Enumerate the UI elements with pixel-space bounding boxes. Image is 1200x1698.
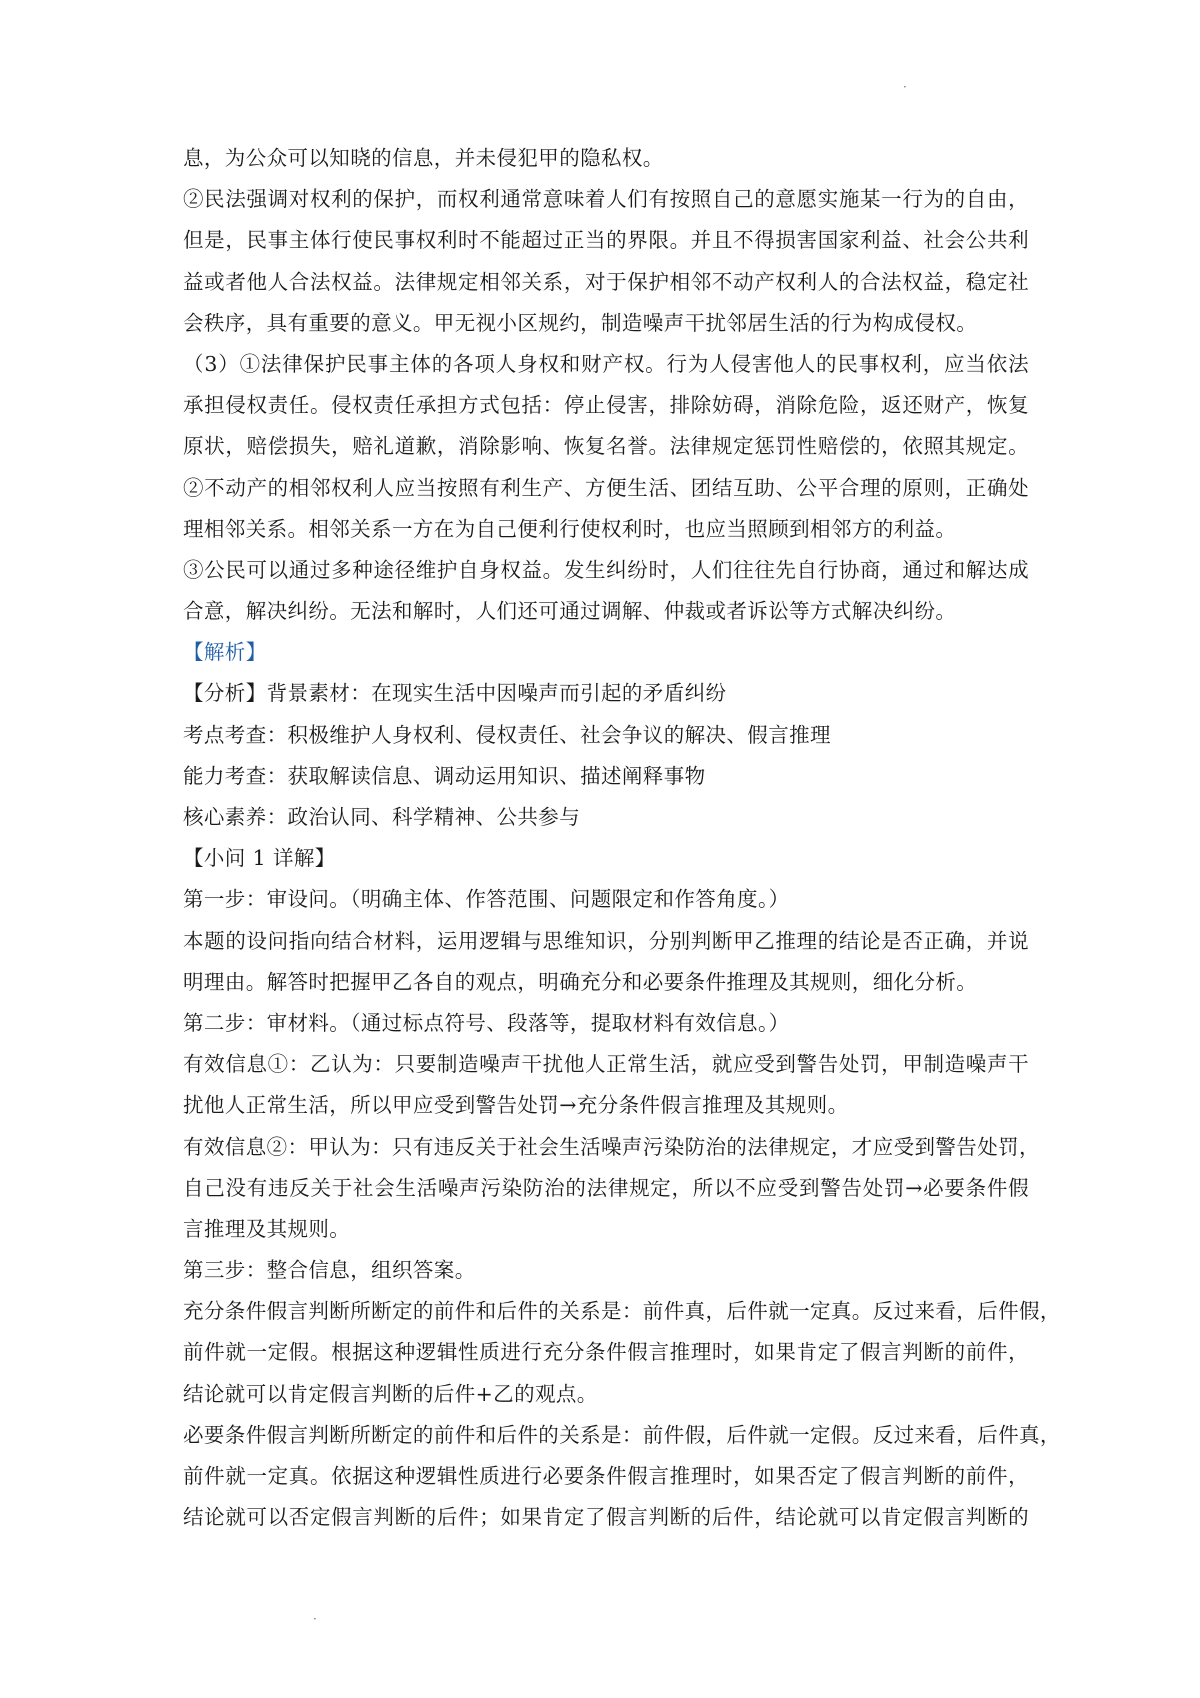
text-line: 前件就一定假。根据这种逻辑性质进行充分条件假言推理时，如果肯定了假言判断的前件， — [183, 1340, 1029, 1365]
text-line: 扰他人正常生活，所以甲应受到警告处罚→充分条件假言推理及其规则。 — [183, 1093, 849, 1118]
text-line: 结论就可以否定假言判断的后件；如果肯定了假言判断的后件，结论就可以肯定假言判断的 — [183, 1505, 1029, 1530]
text-line: 充分条件假言判断所断定的前件和后件的关系是：前件真，后件就一定真。反过来看，后件假， — [183, 1299, 1061, 1324]
text-line: 息，为公众可以知晓的信息，并未侵犯甲的隐私权。 — [183, 146, 664, 170]
text-line: 【分析】背景素材：在现实生活中因噪声而引起的矛盾纠纷 — [183, 681, 727, 706]
document-body — [183, 138, 1061, 1538]
text-line: （3）①法律保护民事主体的各项人身权和财产权。行为人侵害他人的民事权利，应当依法 — [183, 351, 1029, 376]
text-line: 第二步：审材料。（通过标点符号、段落等，提取材料有效信息。） — [183, 1010, 790, 1035]
text-line: 有效信息①：乙认为：只要制造噪声干扰他人正常生活，就应受到警告处罚，甲制造噪声干 — [183, 1052, 1029, 1077]
text-line: ③公民可以通过多种途径维护自身权益。发生纠纷时，人们往往先自行协商，通过和解达成 — [183, 557, 1029, 582]
text-line: 会秩序，具有重要的意义。甲无视小区规约，制造噪声干扰邻居生活的行为构成侵权。 — [183, 310, 978, 335]
footer-mark: · — [313, 1612, 317, 1626]
text-line: 言推理及其规则。 — [183, 1216, 351, 1241]
text-line: 明理由。解答时把握甲乙各自的观点，明确充分和必要条件推理及其规则，细化分析。 — [183, 969, 978, 994]
text-line: 合意，解决纠纷。无法和解时，人们还可通过调解、仲裁或者诉讼等方式解决纠纷。 — [183, 599, 957, 624]
text-line: 理相邻关系。相邻关系一方在为自己便利行使权利时，也应当照顾到相邻方的利益。 — [183, 516, 957, 541]
text-line: 承担侵权责任。侵权责任承担方式包括：停止侵害，排除妨碍，消除危险，返还财产，恢复 — [183, 393, 1029, 418]
text-line: 必要条件假言判断所断定的前件和后件的关系是：前件假，后件就一定假。反过来看，后件真， — [183, 1422, 1061, 1447]
text-line: 但是，民事主体行使民事权利时不能超过正当的界限。并且不得损害国家利益、社会公共利 — [183, 228, 1029, 253]
text-line: 益或者他人合法权益。法律规定相邻关系，对于保护相邻不动产权利人的合法权益，稳定社 — [183, 269, 1029, 294]
text-line: 有效信息②：甲认为：只有违反关于社会生活噪声污染防治的法律规定，才应受到警告处罚， — [183, 1134, 1040, 1159]
text-line: ②不动产的相邻权利人应当按照有利生产、方便生活、团结互助、公平合理的原则，正确处 — [183, 475, 1029, 500]
text-line: 【小问 1 详解】 — [183, 846, 336, 871]
header-mark: · — [903, 80, 907, 94]
text-line: ②民法强调对权利的保护，而权利通常意味着人们有按照自己的意愿实施某一行为的自由， — [183, 187, 1029, 212]
text-line: 结论就可以肯定假言判断的后件+乙的观点。 — [183, 1381, 598, 1406]
text-line: 本题的设问指向结合材料，运用逻辑与思维知识，分别判断甲乙推理的结论是否正确，并说 — [183, 928, 1029, 953]
text-line: 前件就一定真。依据这种逻辑性质进行必要条件假言推理时，如果否定了假言判断的前件， — [183, 1464, 1029, 1488]
text-line: 原状，赔偿损失，赔礼道歉，消除影响、恢复名誉。法律规定惩罚性赔偿的，依照其规定。 — [183, 434, 1029, 459]
text-line: 考点考查：积极维护人身权利、侵权责任、社会争议的解决、假言推理 — [183, 722, 831, 747]
text-line: 第一步：审设问。（明确主体、作答范围、问题限定和作答角度。） — [183, 887, 790, 912]
text-line: 第三步：整合信息，组织答案。 — [183, 1258, 476, 1283]
text-line: 能力考查：获取解读信息、调动运用知识、描述阐释事物 — [183, 763, 706, 788]
section-heading: 【解析】 — [183, 640, 267, 665]
text-line: 核心素养：政治认同、科学精神、公共参与 — [183, 805, 581, 829]
text-line: 自己没有违反关于社会生活噪声污染防治的法律规定，所以不应受到警告处罚→必要条件假 — [183, 1175, 1029, 1200]
